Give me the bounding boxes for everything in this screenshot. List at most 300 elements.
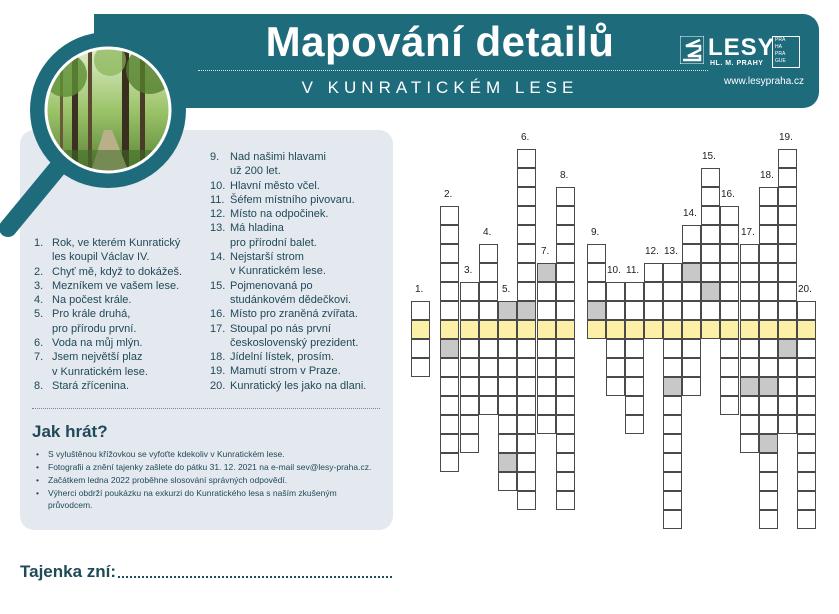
crossword-cell[interactable] xyxy=(440,282,459,301)
clue-item xyxy=(34,336,209,350)
clue-number: 4. xyxy=(34,294,44,307)
crossword-cell[interactable] xyxy=(740,244,759,263)
crossword-cell[interactable] xyxy=(740,339,759,358)
logo-box-line: PRA xyxy=(775,51,786,57)
crossword-cell[interactable] xyxy=(440,434,459,453)
crossword-cell[interactable] xyxy=(740,415,759,434)
crossword-cell[interactable] xyxy=(440,225,459,244)
crossword-cell[interactable] xyxy=(682,339,701,358)
crossword-cell[interactable] xyxy=(440,301,459,320)
clue-number: 7. xyxy=(34,351,44,364)
clue-text: Jsem největší plaz v Kunratickém lese. xyxy=(52,351,148,378)
clue-column-label: 15. xyxy=(702,151,716,162)
crossword-cell[interactable] xyxy=(701,244,720,263)
clue-text: Kunratický les jako na dlani. xyxy=(230,379,367,392)
crossword-cell[interactable] xyxy=(587,244,606,263)
crossword-cell[interactable] xyxy=(517,377,536,396)
logo-box-line: PRA xyxy=(775,37,786,43)
crossword-cell[interactable] xyxy=(556,396,575,415)
crossword-cell[interactable] xyxy=(720,339,739,358)
clue-text: Místo na odpočinek. xyxy=(230,208,329,221)
crossword-cell[interactable] xyxy=(556,453,575,472)
crossword-cell[interactable] xyxy=(537,415,556,434)
crossword-cell[interactable] xyxy=(460,377,479,396)
crossword-cell[interactable] xyxy=(759,244,778,263)
crossword-cell[interactable] xyxy=(625,358,644,377)
clue-number: 8. xyxy=(34,379,44,392)
crossword-cell[interactable] xyxy=(587,282,606,301)
crossword-cell[interactable] xyxy=(759,491,778,510)
howto-title: Jak hrát? xyxy=(32,422,108,441)
crossword-cell[interactable] xyxy=(778,168,797,187)
crossword-cell[interactable] xyxy=(517,453,536,472)
crossword-cell[interactable] xyxy=(720,225,739,244)
clue-column-label: 8. xyxy=(560,170,569,181)
crossword-cell[interactable] xyxy=(797,472,816,491)
crossword-cell[interactable] xyxy=(778,206,797,225)
crossword-cell[interactable] xyxy=(663,472,682,491)
crossword-cell[interactable] xyxy=(517,168,536,187)
clue-column-label: 17. xyxy=(741,227,755,238)
answer-cell[interactable] xyxy=(606,320,625,339)
crossword-cell[interactable] xyxy=(682,244,701,263)
crossword-cell[interactable] xyxy=(517,206,536,225)
clue-number: 2. xyxy=(34,265,44,278)
crossword-cell[interactable] xyxy=(479,301,498,320)
clue-item xyxy=(210,322,390,351)
answer-cell[interactable] xyxy=(587,320,606,339)
clue-number: 1. xyxy=(34,237,44,249)
crossword-cell[interactable] xyxy=(740,282,759,301)
crossword-cell[interactable] xyxy=(606,377,625,396)
crossword-cell[interactable] xyxy=(498,453,517,472)
crossword-cell[interactable] xyxy=(440,244,459,263)
crossword-cell[interactable] xyxy=(625,301,644,320)
answer-cell[interactable] xyxy=(498,320,517,339)
crossword-cell[interactable] xyxy=(517,282,536,301)
crossword-cell[interactable] xyxy=(556,472,575,491)
crossword-cell[interactable] xyxy=(460,358,479,377)
crossword-cell[interactable] xyxy=(663,453,682,472)
crossword-cell[interactable] xyxy=(517,396,536,415)
clue-item xyxy=(210,179,390,193)
clue-text: Nejstarší strom v Kunratickém lese. xyxy=(230,251,326,278)
answer-cell[interactable] xyxy=(663,320,682,339)
crossword-cell[interactable] xyxy=(759,453,778,472)
crossword-cell[interactable] xyxy=(479,244,498,263)
crossword-cell[interactable] xyxy=(440,415,459,434)
clue-item xyxy=(34,350,209,379)
crossword-cell[interactable] xyxy=(759,510,778,529)
clue-number: 19. xyxy=(210,365,226,378)
crossword-cell[interactable] xyxy=(740,434,759,453)
answer-cell[interactable] xyxy=(644,320,663,339)
crossword-cell[interactable] xyxy=(720,301,739,320)
crossword-cell[interactable] xyxy=(537,263,556,282)
clue-item xyxy=(210,193,390,207)
clue-text: Nad našimi hlavami už 200 let. xyxy=(230,151,326,178)
crossword-cell[interactable] xyxy=(720,263,739,282)
clue-number: 6. xyxy=(34,337,44,350)
crossword-cell[interactable] xyxy=(556,263,575,282)
crossword-cell[interactable] xyxy=(479,396,498,415)
crossword-cell[interactable] xyxy=(479,358,498,377)
clue-column-label: 9. xyxy=(591,227,600,238)
crossword-cell[interactable] xyxy=(440,453,459,472)
crossword-cell[interactable] xyxy=(797,415,816,434)
logo-box-line: HA xyxy=(775,44,782,50)
crossword-cell[interactable] xyxy=(701,301,720,320)
crossword-cell[interactable] xyxy=(625,339,644,358)
crossword-cell[interactable] xyxy=(701,168,720,187)
crossword-cell[interactable] xyxy=(606,358,625,377)
crossword-cell[interactable] xyxy=(663,434,682,453)
crossword-cell[interactable] xyxy=(556,187,575,206)
crossword-cell[interactable] xyxy=(440,263,459,282)
crossword-cell[interactable] xyxy=(797,434,816,453)
crossword-cell[interactable] xyxy=(740,396,759,415)
crossword-cell[interactable] xyxy=(606,282,625,301)
clue-number: 5. xyxy=(34,308,44,321)
clue-number: 12. xyxy=(210,208,226,221)
lesy-logo xyxy=(680,36,810,70)
crossword-cell[interactable] xyxy=(663,491,682,510)
crossword-cell[interactable] xyxy=(759,263,778,282)
clue-text: Mezníkem ve vašem lese. xyxy=(52,279,180,292)
crossword-cell[interactable] xyxy=(625,377,644,396)
clue-column-label: 7. xyxy=(541,246,550,257)
crossword-cell[interactable] xyxy=(556,415,575,434)
answer-cell[interactable] xyxy=(517,320,536,339)
crossword-cell[interactable] xyxy=(517,244,536,263)
crossword-cell[interactable] xyxy=(517,358,536,377)
crossword-cell[interactable] xyxy=(587,301,606,320)
crossword-cell[interactable] xyxy=(797,453,816,472)
answer-cell[interactable] xyxy=(440,320,459,339)
crossword-cell[interactable] xyxy=(720,396,739,415)
crossword-cell[interactable] xyxy=(606,301,625,320)
tree-logo-icon xyxy=(680,36,704,64)
crossword-cell[interactable] xyxy=(440,358,459,377)
crossword-cell[interactable] xyxy=(682,263,701,282)
clue-item xyxy=(34,236,209,265)
crossword-cell[interactable] xyxy=(778,244,797,263)
crossword-cell[interactable] xyxy=(682,377,701,396)
clue-text: Chyť mě, když to dokážeš. xyxy=(52,265,183,278)
crossword-cell[interactable] xyxy=(479,263,498,282)
crossword-cell[interactable] xyxy=(797,339,816,358)
crossword-cell[interactable] xyxy=(498,339,517,358)
answer-cell[interactable] xyxy=(537,320,556,339)
crossword-cell[interactable] xyxy=(663,396,682,415)
clue-number: 10. xyxy=(210,179,226,192)
crossword-cell[interactable] xyxy=(625,396,644,415)
crossword-cell[interactable] xyxy=(440,339,459,358)
clue-number: 3. xyxy=(34,279,44,292)
crossword-cell[interactable] xyxy=(556,225,575,244)
crossword-cell[interactable] xyxy=(498,415,517,434)
crossword-cell[interactable] xyxy=(498,396,517,415)
crossword-cell[interactable] xyxy=(498,434,517,453)
clue-column-label: 1. xyxy=(415,284,424,295)
crossword-cell[interactable] xyxy=(797,301,816,320)
crossword-cell[interactable] xyxy=(537,396,556,415)
clue-item xyxy=(34,379,209,393)
crossword-cell[interactable] xyxy=(479,377,498,396)
crossword-cell[interactable] xyxy=(537,339,556,358)
answer-cell[interactable] xyxy=(479,320,498,339)
answer-cell[interactable] xyxy=(682,320,701,339)
crossword-cell[interactable] xyxy=(517,301,536,320)
crossword-cell[interactable] xyxy=(537,377,556,396)
crossword-cell[interactable] xyxy=(759,358,778,377)
magnifier-forest-image xyxy=(0,0,200,260)
clue-column-label: 3. xyxy=(464,265,473,276)
clues-column-right xyxy=(210,150,390,393)
crossword-cell[interactable] xyxy=(778,149,797,168)
crossword-cell[interactable] xyxy=(778,415,797,434)
crossword-cell[interactable] xyxy=(606,339,625,358)
crossword-cell[interactable] xyxy=(759,282,778,301)
crossword-cell[interactable] xyxy=(759,301,778,320)
howto-item: • Výherci obdrží poukázku na exkurzi do Kunratického lesa s naším zkušeným průvodcem. xyxy=(34,487,379,511)
crossword-cell[interactable] xyxy=(720,206,739,225)
crossword-cell[interactable] xyxy=(759,187,778,206)
crossword-cell[interactable] xyxy=(440,396,459,415)
crossword-cell[interactable] xyxy=(720,377,739,396)
crossword-cell[interactable] xyxy=(663,263,682,282)
crossword-cell[interactable] xyxy=(556,377,575,396)
howto-item: • Začátkem ledna 2022 proběhne slosování správných odpovědí. xyxy=(34,474,379,486)
clue-number: 15. xyxy=(210,279,226,292)
clue-text: Stará zřícenina. xyxy=(52,379,130,392)
clue-number: 18. xyxy=(210,351,226,364)
crossword-cell[interactable] xyxy=(479,339,498,358)
clue-item xyxy=(34,279,209,293)
crossword-cell[interactable] xyxy=(759,434,778,453)
crossword-cell[interactable] xyxy=(701,187,720,206)
crossword-cell[interactable] xyxy=(517,187,536,206)
crossword-cell[interactable] xyxy=(460,301,479,320)
answer-cell[interactable] xyxy=(740,320,759,339)
page-title: Mapování detailů xyxy=(265,18,615,65)
crossword-cell[interactable] xyxy=(740,263,759,282)
crossword-cell[interactable] xyxy=(682,282,701,301)
crossword-cell[interactable] xyxy=(625,282,644,301)
crossword-cell[interactable] xyxy=(517,339,536,358)
clue-column-label: 18. xyxy=(760,170,774,181)
crossword-cell[interactable] xyxy=(517,415,536,434)
crossword-cell[interactable] xyxy=(682,225,701,244)
clue-column-label: 19. xyxy=(779,132,793,143)
crossword-cell[interactable] xyxy=(759,339,778,358)
clue-column-label: 12. xyxy=(645,246,659,257)
crossword-cell[interactable] xyxy=(440,377,459,396)
crossword-cell[interactable] xyxy=(517,225,536,244)
logo-subtext: HL. M. PRAHY xyxy=(710,60,764,67)
crossword-cell[interactable] xyxy=(537,358,556,377)
crossword-cell[interactable] xyxy=(411,339,430,358)
clue-column-label: 10. xyxy=(607,265,621,276)
crossword-cell[interactable] xyxy=(778,339,797,358)
crossword-cell[interactable] xyxy=(740,377,759,396)
howto-item: • S vyluštěnou křížovkou se vyfoťte kdekoliv v Kunratickém lese. xyxy=(34,448,379,460)
crossword-cell[interactable] xyxy=(701,282,720,301)
clue-number: 9. xyxy=(210,151,220,163)
crossword-cell[interactable] xyxy=(797,358,816,377)
crossword-cell[interactable] xyxy=(663,358,682,377)
crossword-cell[interactable] xyxy=(759,377,778,396)
clue-item xyxy=(210,207,390,221)
clue-text: Místo pro zraněná zvířata. xyxy=(230,308,358,321)
answer-cell[interactable] xyxy=(460,320,479,339)
crossword-cell[interactable] xyxy=(759,206,778,225)
clue-number: 13. xyxy=(210,222,226,235)
crossword-cell[interactable] xyxy=(556,491,575,510)
crossword-cell[interactable] xyxy=(797,377,816,396)
clue-column-label: 5. xyxy=(502,284,511,295)
answer-cell[interactable] xyxy=(778,320,797,339)
clue-item xyxy=(210,364,390,378)
crossword-cell[interactable] xyxy=(460,396,479,415)
crossword-cell[interactable] xyxy=(740,301,759,320)
answer-cell[interactable] xyxy=(797,320,816,339)
clue-text: Pojmenovaná po studánkovém dědečkovi. xyxy=(230,279,352,306)
crossword-cell[interactable] xyxy=(644,301,663,320)
answer-cell[interactable] xyxy=(759,320,778,339)
crossword-cell[interactable] xyxy=(460,339,479,358)
crossword-cell[interactable] xyxy=(498,472,517,491)
logo-box-line: GUE xyxy=(775,58,786,64)
crossword-cell[interactable] xyxy=(517,491,536,510)
website-url: www.lesypraha.cz xyxy=(724,76,805,87)
clue-number: 16. xyxy=(210,308,226,321)
crossword-cell[interactable] xyxy=(460,282,479,301)
logo-city-box xyxy=(772,36,800,68)
clues-column-left xyxy=(34,236,209,393)
crossword-cell[interactable] xyxy=(411,358,430,377)
crossword-cell[interactable] xyxy=(537,282,556,301)
answer-cell[interactable] xyxy=(411,320,430,339)
clue-text: Šéfem místního pivovaru. xyxy=(230,193,355,206)
crossword-cell[interactable] xyxy=(797,510,816,529)
crossword-cell[interactable] xyxy=(556,339,575,358)
crossword-cell[interactable] xyxy=(411,301,430,320)
answer-cell[interactable] xyxy=(625,320,644,339)
crossword-cell[interactable] xyxy=(663,415,682,434)
crossword-cell[interactable] xyxy=(556,358,575,377)
title-divider xyxy=(198,70,708,71)
crossword-cell[interactable] xyxy=(537,301,556,320)
crossword-cell[interactable] xyxy=(556,206,575,225)
clue-item xyxy=(210,379,390,393)
crossword-cell[interactable] xyxy=(778,358,797,377)
crossword-cell[interactable] xyxy=(778,377,797,396)
howto-list xyxy=(34,448,379,512)
crossword-cell[interactable] xyxy=(797,396,816,415)
crossword-cell[interactable] xyxy=(759,225,778,244)
clue-text: Hlavní město včel. xyxy=(230,179,320,192)
crossword-cell[interactable] xyxy=(778,263,797,282)
crossword-cell[interactable] xyxy=(720,282,739,301)
crossword-cell[interactable] xyxy=(778,396,797,415)
clue-text: Voda na můj mlýn. xyxy=(52,337,143,350)
crossword-cell[interactable] xyxy=(556,434,575,453)
crossword-cell[interactable] xyxy=(517,434,536,453)
clue-item xyxy=(210,307,390,321)
crossword-cell[interactable] xyxy=(740,358,759,377)
crossword-cell[interactable] xyxy=(778,187,797,206)
clue-item xyxy=(34,307,209,336)
crossword-cell[interactable] xyxy=(498,377,517,396)
clue-column-label: 6. xyxy=(521,132,530,143)
crossword-cell[interactable] xyxy=(720,244,739,263)
clue-text: Pro krále druhá, pro přírodu první. xyxy=(52,308,137,335)
crossword-cell[interactable] xyxy=(440,206,459,225)
crossword-cell[interactable] xyxy=(797,491,816,510)
crossword-cell[interactable] xyxy=(625,415,644,434)
clue-item xyxy=(210,350,390,364)
crossword-cell[interactable] xyxy=(460,415,479,434)
clue-item xyxy=(210,221,390,250)
crossword-cell[interactable] xyxy=(682,358,701,377)
crossword-cell[interactable] xyxy=(778,282,797,301)
crossword-cell[interactable] xyxy=(556,282,575,301)
crossword-cell[interactable] xyxy=(701,206,720,225)
crossword-cell[interactable] xyxy=(663,282,682,301)
crossword-cell[interactable] xyxy=(759,415,778,434)
crossword-cell[interactable] xyxy=(556,244,575,263)
crossword-cell[interactable] xyxy=(517,263,536,282)
clue-column-label: 20. xyxy=(798,284,812,295)
clue-text: Mamutí strom v Praze. xyxy=(230,365,341,378)
clue-column-label: 4. xyxy=(483,227,492,238)
crossword-cell[interactable] xyxy=(682,301,701,320)
crossword-cell[interactable] xyxy=(778,301,797,320)
answer-input-line[interactable] xyxy=(118,576,392,578)
crossword-cell[interactable] xyxy=(720,358,739,377)
crossword-cell[interactable] xyxy=(663,377,682,396)
crossword-cell[interactable] xyxy=(778,225,797,244)
crossword-cell[interactable] xyxy=(701,225,720,244)
page-subtitle: V KUNRATICKÉM LESE xyxy=(301,78,579,97)
clue-item xyxy=(210,279,390,308)
crossword-cell[interactable] xyxy=(759,472,778,491)
crossword-cell[interactable] xyxy=(663,339,682,358)
crossword-cell[interactable] xyxy=(701,263,720,282)
crossword-cell[interactable] xyxy=(517,149,536,168)
crossword-cell[interactable] xyxy=(759,396,778,415)
crossword-cell[interactable] xyxy=(479,282,498,301)
crossword-cell[interactable] xyxy=(644,282,663,301)
answer-cell[interactable] xyxy=(556,320,575,339)
crossword-cell[interactable] xyxy=(556,301,575,320)
crossword-cell[interactable] xyxy=(460,434,479,453)
crossword-cell[interactable] xyxy=(644,263,663,282)
crossword-cell[interactable] xyxy=(663,301,682,320)
answer-cell[interactable] xyxy=(701,320,720,339)
clue-item xyxy=(34,265,209,279)
clue-text: Rok, ve kterém Kunratický les koupil Václav IV. xyxy=(52,237,181,264)
clue-text: Stoupal po nás první československý prezident. xyxy=(230,322,359,349)
crossword-cell[interactable] xyxy=(498,358,517,377)
crossword-cell[interactable] xyxy=(498,301,517,320)
crossword-cell[interactable] xyxy=(587,263,606,282)
howto-item: • Fotografii a znění tajenky zašlete do pátku 31. 12. 2021 na e-mail sev@lesy-praha.cz. xyxy=(34,461,379,473)
answer-cell[interactable] xyxy=(720,320,739,339)
crossword-cell[interactable] xyxy=(517,472,536,491)
crossword-cell[interactable] xyxy=(663,510,682,529)
